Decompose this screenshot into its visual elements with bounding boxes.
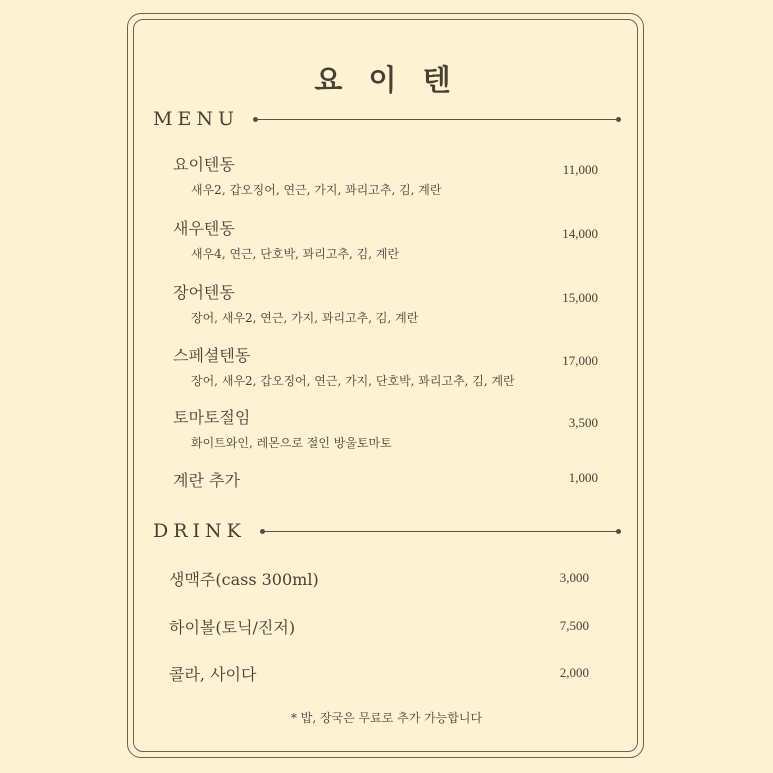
menu-section-header <box>153 108 621 130</box>
menu-section-label: MENU <box>153 108 239 130</box>
menu-divider <box>253 119 621 120</box>
menu-item-price: 15,000 <box>562 290 598 305</box>
drink-item-name: 생맥주(cass 300ml) <box>169 570 319 589</box>
menu-item-name: 장어텐동 <box>173 283 235 302</box>
drink-divider <box>260 531 621 532</box>
menu-item <box>173 216 598 262</box>
menu-item-desc: 장어, 새우2, 연근, 가지, 꽈리고추, 김, 계란 <box>191 311 419 325</box>
menu-item-price: 3,500 <box>568 415 598 430</box>
menu-item-desc: 새우4, 연근, 단호박, 꽈리고추, 김, 계란 <box>191 247 400 261</box>
drink-item <box>169 615 589 638</box>
menu-item-name: 새우텐동 <box>173 219 235 238</box>
drink-item-price: 7,500 <box>559 618 589 633</box>
drink-section-header <box>153 520 621 542</box>
menu-item <box>173 152 598 198</box>
menu-item-name: 토마토절임 <box>173 408 251 427</box>
menu-item <box>173 468 598 491</box>
drink-item <box>169 662 589 685</box>
menu-item-price: 1,000 <box>568 470 598 485</box>
drink-item-name: 콜라, 사이다 <box>169 665 257 684</box>
menu-item-price: 17,000 <box>562 353 598 368</box>
menu-item-name: 스페셜텐동 <box>173 346 251 365</box>
menu-item <box>173 280 598 326</box>
menu-item-desc: 장어, 새우2, 갑오징어, 연근, 가지, 단호박, 꽈리고추, 김, 계란 <box>191 374 515 388</box>
drink-item-price: 2,000 <box>559 665 589 680</box>
restaurant-title: 요 이 텐 <box>314 63 459 97</box>
menu-item-name: 요이텐동 <box>173 155 235 174</box>
drink-item-price: 3,000 <box>559 570 589 585</box>
drink-section-label: DRINK <box>153 520 246 542</box>
menu-item-price: 14,000 <box>562 226 598 241</box>
menu-item-desc: 새우2, 갑오징어, 연근, 가지, 꽈리고추, 김, 계란 <box>191 183 442 197</box>
menu-item-price: 11,000 <box>562 162 598 177</box>
footnote: * 밥, 장국은 무료로 추가 가능합니다 <box>290 711 483 725</box>
menu-item <box>173 405 598 451</box>
menu-item-desc: 화이트와인, 레몬으로 절인 방울토마토 <box>191 436 392 450</box>
menu-item-name: 계란 추가 <box>173 471 240 490</box>
drink-item-name: 하이볼(토닉/진저) <box>169 618 296 637</box>
menu-item <box>173 343 598 389</box>
drink-item <box>169 567 589 590</box>
